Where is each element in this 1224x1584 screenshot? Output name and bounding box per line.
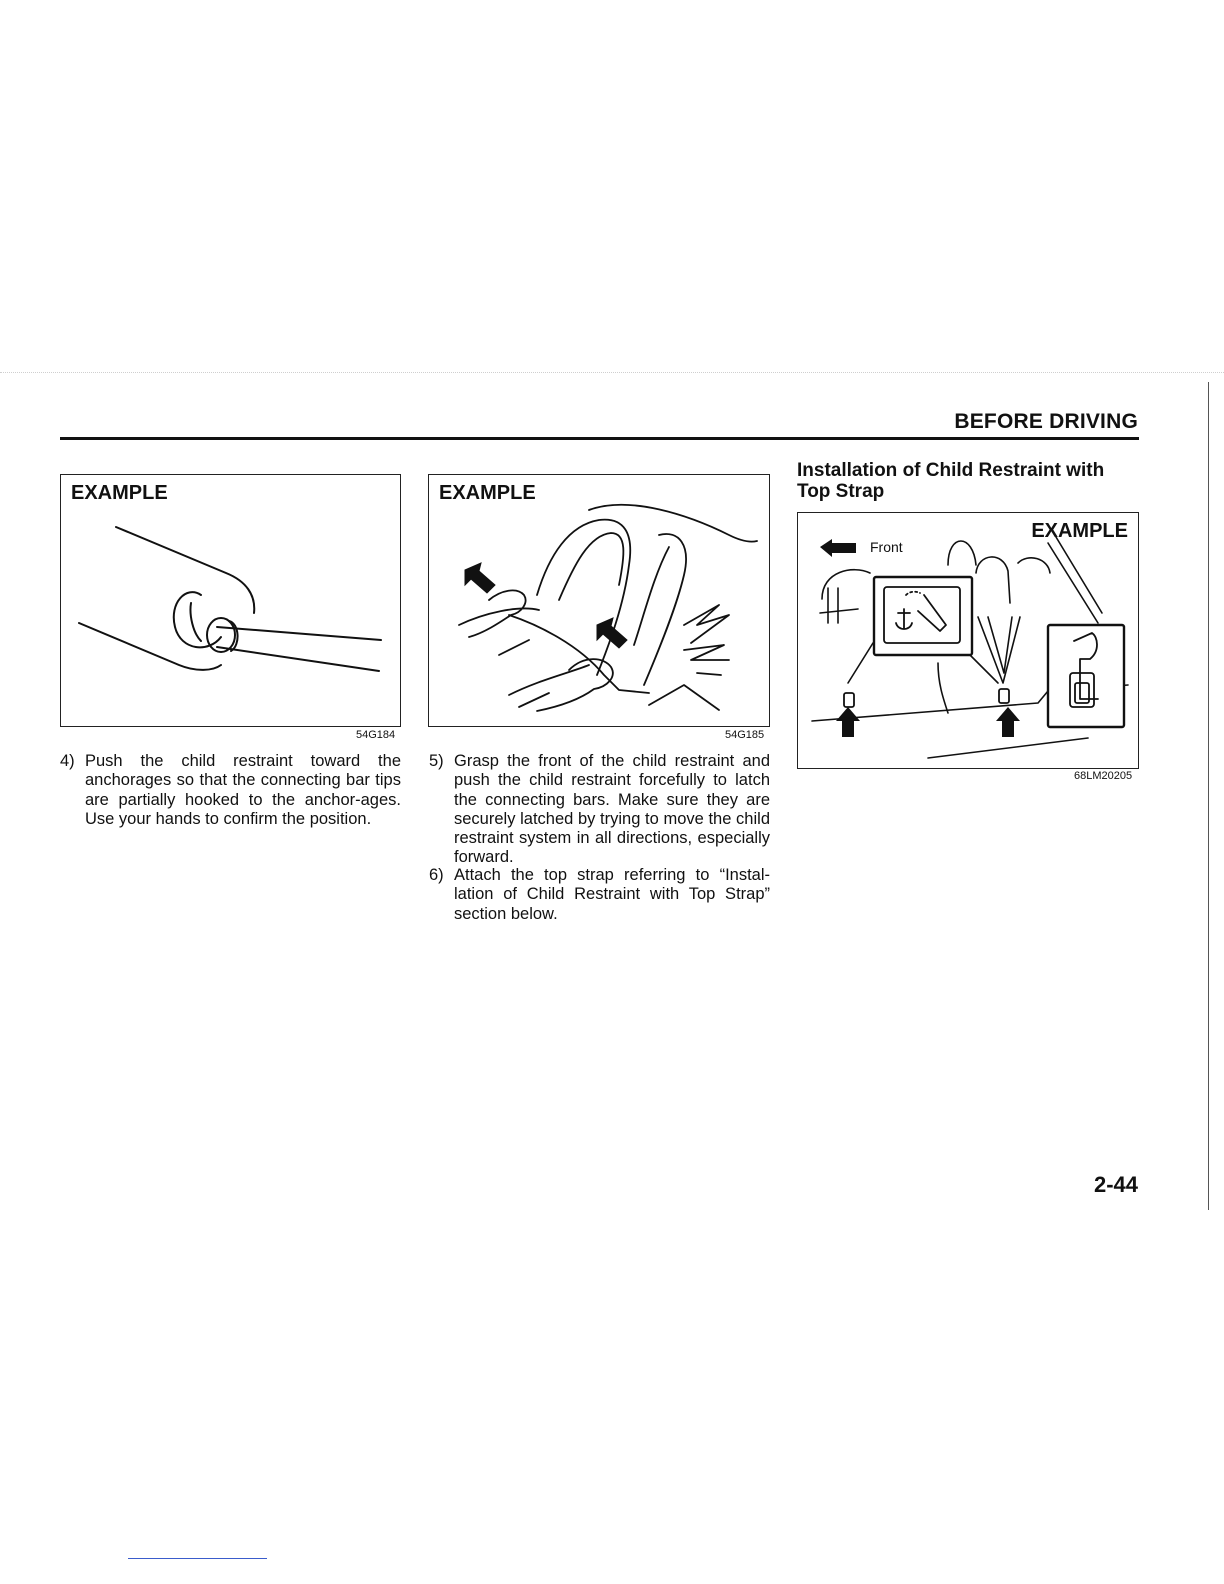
step-text: Push the child restraint toward the anchorages so that the connecting bar tips are partially hooked to the anchor-ages. Use your hands to confirm the position. [85, 752, 401, 828]
figure-label: EXAMPLE [439, 482, 536, 504]
page-number: 2-44 [1093, 1172, 1138, 1197]
step-6 [429, 866, 770, 924]
latch-push-illustration [429, 475, 769, 726]
figure-code: 68LM20205 [1074, 770, 1133, 782]
connecting-bar-illustration [61, 475, 400, 726]
figure-label: EXAMPLE [71, 482, 168, 504]
callout-box-right [1048, 625, 1124, 727]
step-5 [429, 752, 770, 868]
header-rule [60, 437, 1139, 440]
up-arrow-icon [836, 707, 860, 737]
step-4 [60, 752, 401, 829]
step-number: 5) [429, 752, 444, 770]
up-arrow-icon [996, 707, 1020, 737]
figure-connecting-bar [60, 474, 401, 727]
scan-artifact-line [0, 372, 1224, 374]
figure-top-strap [797, 512, 1139, 769]
figure-label: EXAMPLE [1031, 520, 1128, 542]
step-number: 4) [60, 752, 75, 770]
bottom-link-underline [128, 1558, 267, 1559]
figure-code: 54G184 [356, 729, 396, 741]
front-label: Front [870, 539, 903, 555]
figure-latch-push [428, 474, 770, 727]
page-edge-line [1208, 382, 1209, 1210]
figure-code: 54G185 [725, 729, 765, 741]
top-strap-illustration [798, 513, 1138, 768]
step-text: Grasp the front of the child restraint and push the child restraint forcefully to latch the connecting bars. Make sure they are securely latched by trying to move the child restraint system in all directions, especially forward. [454, 752, 770, 867]
section-heading: Installation of Child Restraint with Top Strap [797, 460, 1105, 502]
step-number: 6) [429, 866, 444, 884]
section-title: BEFORE DRIVING [954, 410, 1138, 433]
step-text: Attach the top strap referring to “Instal-lation of Child Restraint with Top Strap” section below. [454, 866, 770, 923]
front-arrow-icon [820, 539, 856, 557]
